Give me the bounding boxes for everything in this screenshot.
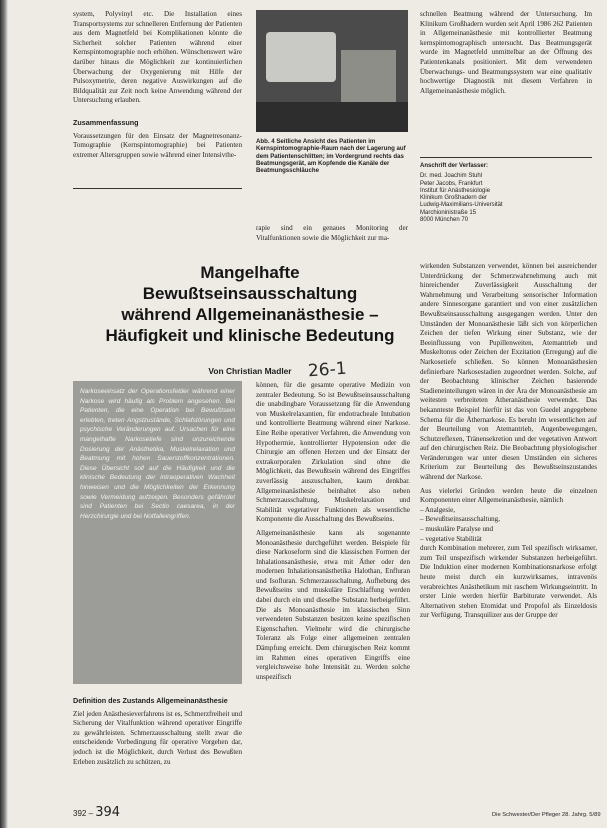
title-line: Bewußtseinsausschaltung (142, 284, 358, 303)
list-item: – muskuläre Paralyse und (420, 525, 494, 534)
author-address (420, 163, 592, 224)
paragraph: system, Polyvinyl etc. Die Installation eines Transportsystems zur schnelleren Entfernung der Patienten aus dem Magnetfeld bei Komplikationen könnte die Sicherheit solcher Patienten während einer Kernspintomographie noch erhöhen. Wünschenswert wäre darüber hinaus die Möglichkeit zur kontinuierlichen Überwachung der Oxygenierung mit Hilfe der Pulsoxymetrie, deren negative Auswirkungen auf die Bildqualität zur Zeit noch keine Anwendung während der Untersuchung erlauben. (73, 10, 242, 105)
section-heading: Zusammenfassung (73, 117, 139, 127)
top-column-2 (256, 224, 408, 248)
journal-footer: Die Schwester/Der Pfleger 28. Jahrg. 5/89 (492, 812, 601, 818)
author-line: Marchioninistraße 15 (420, 209, 477, 216)
abstract-box: Narkoseeinsatz der Operationsfelder während einer Narkose wird häufig als Problem angesehen. Bei Patienten, die eine Operation bei Bewußtsein erlebten, treten Angstzustände, Schlafstörungen und psychische Veränderungen auf. Ursachen für eine mangelhafte Narkosetiefe sind unzureichende Dosierung der Anästhetika, Muskelrelaxation und Beatmung mit hohen Sauerstoffkonzentrationen. Diese Übersicht soll auf die Häufigkeit und die klinische Bedeutung der intraoperativen Wachheit hinweisen und die Möglichkeiten der Erkennung sowie Vermeidung aufzeigen. Besonders gefährdet sind Patienten bei Sectio caesarea, in der Herzchirurgie und bei Notfalleingriffen. (73, 381, 242, 684)
author-line: 8000 München 70 (420, 217, 469, 224)
page-number: 392 – (73, 809, 94, 818)
title-line: Häufigkeit und klinische Bedeutung (105, 326, 395, 345)
paragraph: Allgemeinanästhesie kann als sogenannte Monoanästhesie durchgeführt werden. Beispiele für diese Narkoseform sind die klassischen Formen der Inhalationsanästhesie, etwa mit Äther oder den modernen Inhalationsanästhetika Halothan, Enfluran und Isofluran. Schmerzausschaltung, Aufhebung des Bewußtseins und muskuläre Erschlaffung werden dabei durch ein und dieselbe Substanz herbeigeführt. Die als Monoanästhesie im klassischen Sinn verwendeten Substanzen besitzen keine spezifischen Eigenschaften. Vielmehr wird die chirurgische Toleranz als Folge einer allgemeinen zentralen Dämpfung erreicht. Dem chirurgischen Reiz kommt im Rahmen eines operativen Eingriffs eine vergleichsweise hohe Intensität zu. Werden solche unspezifisch (256, 528, 410, 681)
paragraph: durch Kombination mehrerer, zum Teil spezifisch wirksamer, zum Teil unspezifisch wirkender Substanzen herbeigeführt. Die Induktion einer modernen Kombinationsnarkose erfolgt heute meist durch ein kurzwirksames, intravenös verabreichtes Anästhetikum mit raschem Wirkungseintritt. In erster Linie werden hierfür Barbiturate verwendet. Als Alternativen stehen Etomidat und Propofol als Einzeldosis zur Verfügung. Transquilizer aus der Gruppe der (420, 544, 597, 620)
body-column-2 (256, 381, 410, 801)
paragraph: Voraussetzungen für den Einsatz der Magnetresonanz-Tomographie (Kernspintomographie) bei Patienten extremer Altersgruppen sowie während einer Intensivthe- (73, 131, 242, 159)
author-line: Dr. med. Joachim Stuhl (420, 173, 483, 180)
top-column-1 (73, 10, 242, 264)
body-column-3 (420, 262, 597, 800)
author-line: Peter Jacobs, Frankfurt (420, 180, 483, 187)
divider (73, 188, 242, 189)
component-list (420, 506, 597, 544)
author-line: Klinikum Großhadern der (420, 195, 488, 202)
article-title (70, 262, 430, 346)
section-heading: Definition des Zustands Allgemeinanästhesie (73, 696, 228, 705)
list-item: – vegetative Stabilität (420, 534, 482, 543)
body-column-1 (73, 696, 242, 800)
paragraph: Ziel jeden Anästhesieverfahrens ist es, Schmerzfreiheit und Sicherung der Vitalfunktion während operativer Eingriffe zu gewährleisten. Schmerzausschaltung stellt zwar die entscheidende Vorbedingung für operative Vorgehen dar, jedoch ist die Möglichkeit, durch Verlust des Bewußten Erleben zusätzlich zu schützen, zu (73, 709, 242, 766)
list-item: – Bewußtseinsausschaltung, (420, 515, 500, 524)
paragraph: rapie sind ein genaues Monitoring der Vitalfunktionen sowie die Möglichkeit zur ma- (256, 224, 408, 242)
top-column-3 (420, 10, 592, 158)
figure-photo (256, 10, 408, 132)
divider (420, 157, 592, 158)
paragraph: wirkenden Substanzen verwendet, können bei ausreichender Unterdrückung der Schmerzwahrnehmung auch mit hinreichender Zuverlässigkeit Ausschaltung der Wahrnehmung und Verarbeitung sensorischer Information andere Sinnesorgane garantiert und von einer zusätzlichen Bewußtseinsausschaltung ausgegangen werden. Unter den Umständen der Monoanästhesie läßt sich von körperlichen Zeichen der tiefen Wirkung einer Substanz, wie der Beeinflussung von Pupillenweiten, Atemantrieb und Muskeltonus oder Zeichen der Exzitation (Erregung) auf die Narkosetiefe schließen. So können Monoanästhesien definierbare Narkosestadien zugeordnet werden. Solche, auf der Beobachtung klinischer Zeichen basierende Stadieneinteilungen wären in der Ära der Monoanästhesie am weitesten verbreiteten Ätheranästhesie verwendet. Das bekannteste Beispiel hierfür ist das von Guedel angegebene Schema für die Äthernarkose. Es beruht im wesentlichen auf der Beurteilung von Atemantrieb, Augenbewegungen, Schutzreflexen, Tränensekretion und der vegetativen Antwort auf den chirurgischen Reiz. Die Beobachtung physiologischer Veränderungen war unter diesen Umständen ein sicheres Kriterium zur Beurteilung des Bewußtseinszustandes während der Narkose. (420, 262, 597, 482)
figure-caption: Abb. 4 Seitliche Ansicht des Patienten im Kernspintomographie-Raum nach der Lagerung auf dem Patientenschlitten; im Vordergrund rechts das Beatmungsgerät, am Kopfende die Kanäle der Beatmungsschläuche (256, 138, 406, 175)
title-line: während Allgemeinanästhesie – (121, 305, 379, 324)
title-line: Mangelhafte (200, 263, 300, 282)
list-item: – Analgesie, (420, 505, 456, 514)
byline: Von Christian Madler (208, 366, 292, 376)
page-footer (73, 805, 120, 820)
paragraph: Aus vielerlei Gründen werden heute die einzelnen Komponenten einer Allgemeinanästhesie, nämlich (420, 486, 597, 505)
author-address-title: Anschrift der Verfasser: (420, 163, 489, 169)
handwritten-page-number: 394 (95, 805, 121, 820)
handwritten-note: 26-1 (307, 358, 348, 382)
author-line: Institut für Anästhesiologie (420, 187, 491, 194)
paragraph: können, für die gesamte operative Medizin von zentraler Bedeutung. So ist Bewußtseinsausschaltung die unabdingbare Voraussetzung für die Anwendung von Muskelrelaxantien, für endotracheale Intubation und kontrollierte Beatmung während einer Narkose. Eine Reihe operativer Verfahren, die Anwendung von Hypothermie, kontrollierter Hypotension oder die Chirurgie am offenen Herzen und der Einsatz der extrakorporalen Zirkulation sind ohne die Möglichkeit, das Bewußtsein während des Eingriffes zuverlässig auszuschalten, kaum denkbar. Allgemeinanästhesie beinhaltet also neben Schmerzausschaltung, Muskelrelaxation und Stabilität vegetativer Funktionen als wesentliche Komponente die Ausschaltung des Bewußtseins. (256, 381, 410, 524)
author-line: Ludwig-Maximilians-Universität (420, 202, 503, 209)
paragraph: schnellen Beatmung während der Untersuchung. Im Klinikum Großhadern wurden seit April 1986 262 Patienten in Allgemeinanästhesie mit kontrollierter Beatmung kernspintomographisch untersucht. Das Beatmungsgerät wurde im Magnetfeld unmittelbar an der Öffnung des Patientenkanals positioniert. Mit dem verwendeten Überwachungs- und Beatmungssystem war eine qualitativ hochwertige Diagnostik mit diesem Verfahren in Allgemeinanästhesie möglich. (420, 10, 592, 95)
